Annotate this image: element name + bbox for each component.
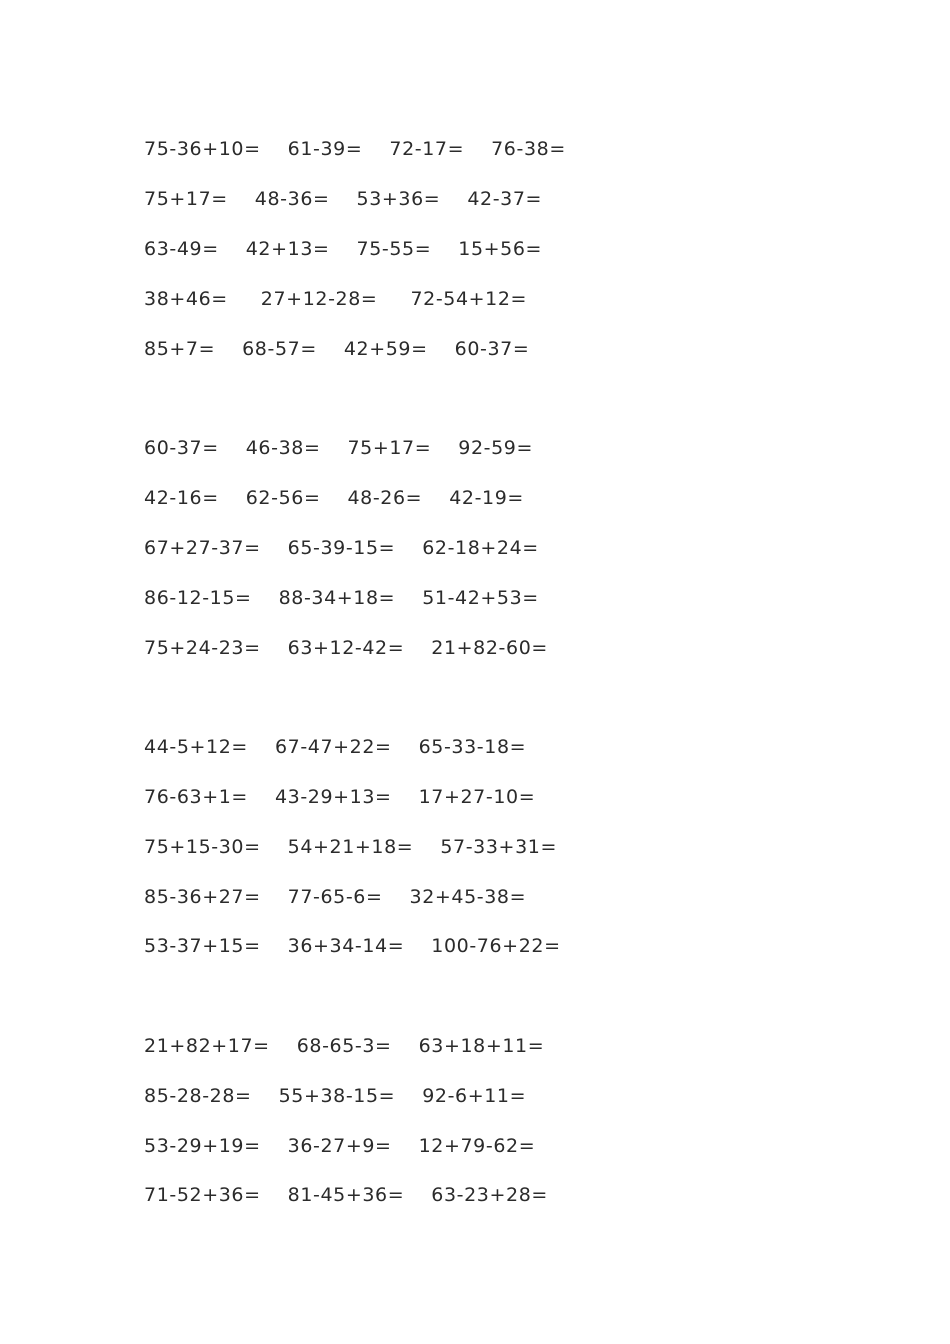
math-problem: 36-27+9= — [287, 1135, 392, 1157]
math-problem: 48-36= — [254, 188, 330, 210]
problem-row — [144, 1031, 571, 1061]
math-problem: 15+56= — [458, 238, 543, 260]
problem-row — [144, 483, 551, 513]
math-problem: 71-52+36= — [144, 1184, 261, 1206]
problem-row — [144, 284, 554, 314]
math-problem: 75+15-30= — [144, 836, 261, 858]
math-problem: 42+13= — [245, 238, 330, 260]
problem-row — [144, 832, 584, 862]
math-problem: 21+82-60= — [431, 637, 548, 659]
math-problem: 85-28-28= — [144, 1085, 252, 1107]
problem-row — [144, 633, 575, 663]
math-problem: 42-16= — [144, 487, 219, 509]
math-problem: 61-39= — [287, 138, 363, 160]
problem-row — [144, 533, 566, 563]
math-problem: 55+38-15= — [278, 1085, 396, 1107]
math-problem: 63+18+11= — [418, 1035, 545, 1057]
problem-row — [144, 931, 588, 961]
math-problem: 85-36+27= — [144, 886, 261, 908]
math-problem: 68-65-3= — [296, 1035, 392, 1057]
math-problem: 92-59= — [458, 437, 533, 459]
problem-row — [144, 882, 553, 912]
math-problem: 85+7= — [144, 338, 216, 360]
math-problem: 92-6+11= — [422, 1085, 527, 1107]
problem-row — [144, 134, 593, 164]
math-problem: 68-57= — [242, 338, 317, 360]
math-problem: 32+45-38= — [409, 886, 527, 908]
math-problem: 86-12-15= — [144, 587, 252, 609]
math-problem: 75-55= — [356, 238, 432, 260]
math-problem: 53-29+19= — [144, 1135, 261, 1157]
problem-row — [144, 1131, 562, 1161]
math-problem: 60-37= — [144, 437, 219, 459]
math-problem: 63+12-42= — [287, 637, 405, 659]
problem-row — [144, 334, 556, 364]
math-problem: 38+46= — [144, 288, 228, 310]
math-problem: 42+59= — [343, 338, 428, 360]
problem-row — [144, 433, 560, 463]
math-problem: 44-5+12= — [144, 736, 248, 758]
problem-row — [144, 1180, 575, 1210]
math-problem: 88-34+18= — [278, 587, 396, 609]
math-problem: 12+79-62= — [418, 1135, 536, 1157]
math-problem: 75+24-23= — [144, 637, 261, 659]
math-problem: 76-38= — [491, 138, 566, 160]
math-problem: 60-37= — [454, 338, 530, 360]
math-problem: 67-47+22= — [274, 736, 392, 758]
problem-row — [144, 583, 566, 613]
math-problem: 57-33+31= — [440, 836, 557, 858]
math-problem: 75-36+10= — [144, 138, 261, 160]
math-problem: 17+27-10= — [418, 786, 536, 808]
math-problem: 36+34-14= — [287, 935, 405, 957]
math-problem: 51-42+53= — [422, 587, 539, 609]
math-problem: 75+17= — [347, 437, 432, 459]
math-problem: 53+36= — [356, 188, 441, 210]
math-problem: 42-19= — [449, 487, 524, 509]
math-problem: 72-54+12= — [410, 288, 528, 310]
math-problem: 21+82+17= — [144, 1035, 270, 1057]
math-problem: 62-18+24= — [422, 537, 539, 559]
problem-row — [144, 782, 562, 812]
problem-row — [144, 1081, 553, 1111]
math-problem: 62-56= — [245, 487, 321, 509]
math-problem: 43-29+13= — [274, 786, 392, 808]
math-problem: 76-63+1= — [144, 786, 248, 808]
math-problem: 27+12-28= — [260, 288, 378, 310]
problem-row — [144, 234, 569, 264]
math-problem: 42-37= — [467, 188, 543, 210]
math-problem: 65-33-18= — [418, 736, 527, 758]
math-problem: 81-45+36= — [287, 1184, 405, 1206]
math-problem: 54+21+18= — [287, 836, 414, 858]
problem-row — [144, 184, 569, 214]
math-problem: 46-38= — [245, 437, 321, 459]
math-problem: 53-37+15= — [144, 935, 261, 957]
math-problem: 75+17= — [144, 188, 228, 210]
math-problem: 100-76+22= — [431, 935, 561, 957]
math-problem: 63-23+28= — [431, 1184, 548, 1206]
math-problem: 65-39-15= — [287, 537, 396, 559]
math-problem: 77-65-6= — [287, 886, 383, 908]
math-problem: 67+27-37= — [144, 537, 261, 559]
math-problem: 72-17= — [389, 138, 465, 160]
problem-row — [144, 732, 553, 762]
math-problem: 63-49= — [144, 238, 219, 260]
math-problem: 48-26= — [347, 487, 423, 509]
